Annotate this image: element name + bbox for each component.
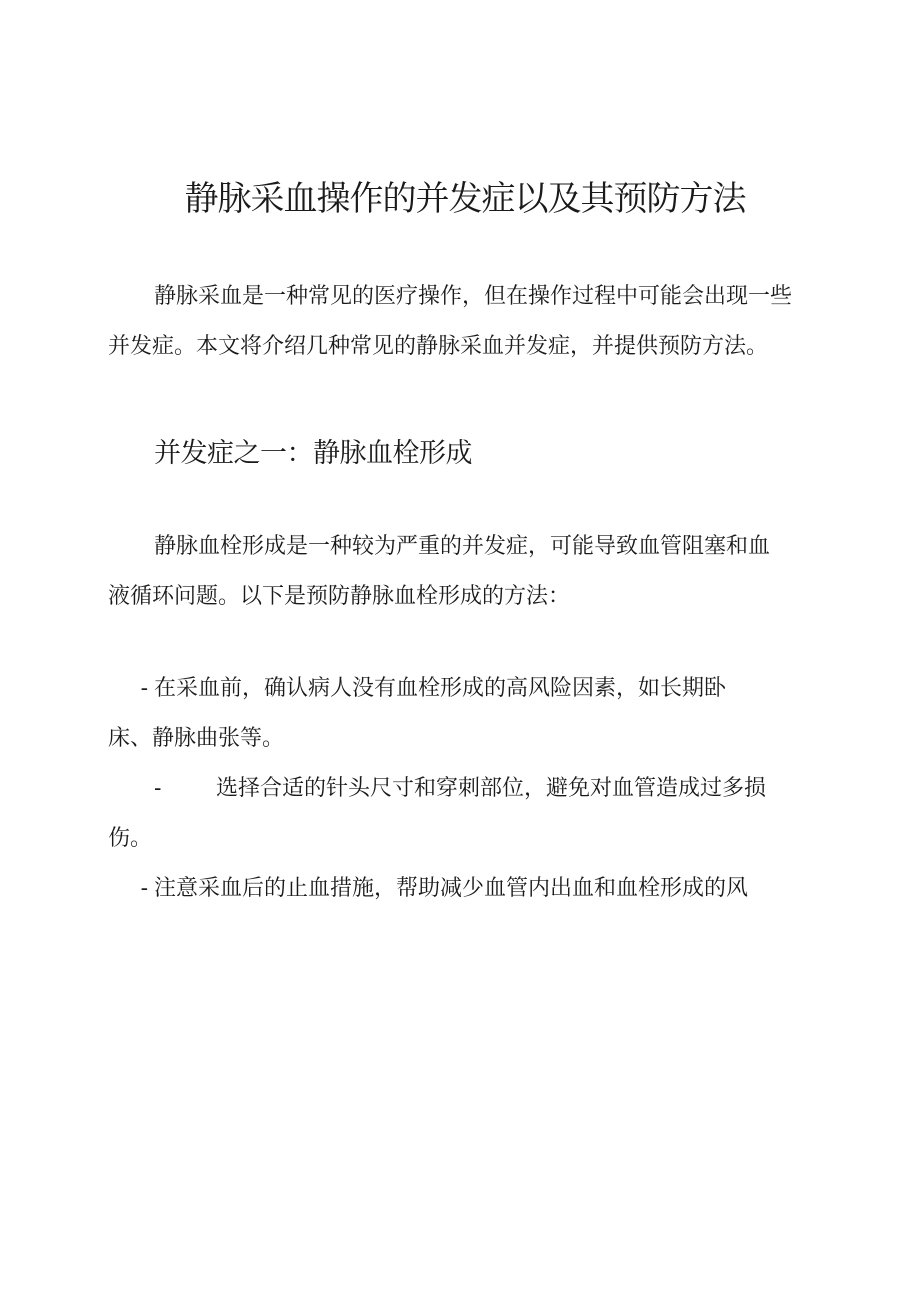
- section-para-line-1: 静脉血栓形成是一种较为严重的并发症，可能导致血管阻塞和血: [154, 534, 771, 559]
- document-title: 静脉采血操作的并发症以及其预防方法: [184, 179, 746, 219]
- list-item: [108, 664, 808, 764]
- intro-line-2: 并发症。本文将介绍几种常见的静脉采血并发症，并提供预防方法。: [108, 334, 769, 359]
- list-item-line-1: 选择合适的针头尺寸和穿刺部位，避免对血管造成过多损: [216, 776, 767, 801]
- list-dash: -: [140, 876, 148, 901]
- intro-line-1: 静脉采血是一种常见的医疗操作，但在操作过程中可能会出现一些: [154, 284, 793, 309]
- list-item-line-1: 注意采血后的止血措施，帮助减少血管内出血和血栓形成的风: [154, 876, 749, 901]
- list-item: [108, 764, 808, 864]
- section-heading: 并发症之一：静脉血栓形成: [154, 438, 472, 469]
- list-item: [108, 864, 808, 914]
- section-paragraph: [108, 522, 828, 622]
- list-item-line-1: 在采血前，确认病人没有血栓形成的高风险因素，如长期卧: [154, 676, 727, 701]
- list-item-line-2: 床、静脉曲张等。: [108, 726, 285, 751]
- list-item-line-2: 伤。: [108, 826, 153, 851]
- list-dash: -: [154, 776, 162, 801]
- section-para-line-2: 液循环问题。以下是预防静脉血栓形成的方法：: [108, 584, 571, 609]
- intro-paragraph: [108, 272, 828, 372]
- list-dash: -: [140, 676, 148, 701]
